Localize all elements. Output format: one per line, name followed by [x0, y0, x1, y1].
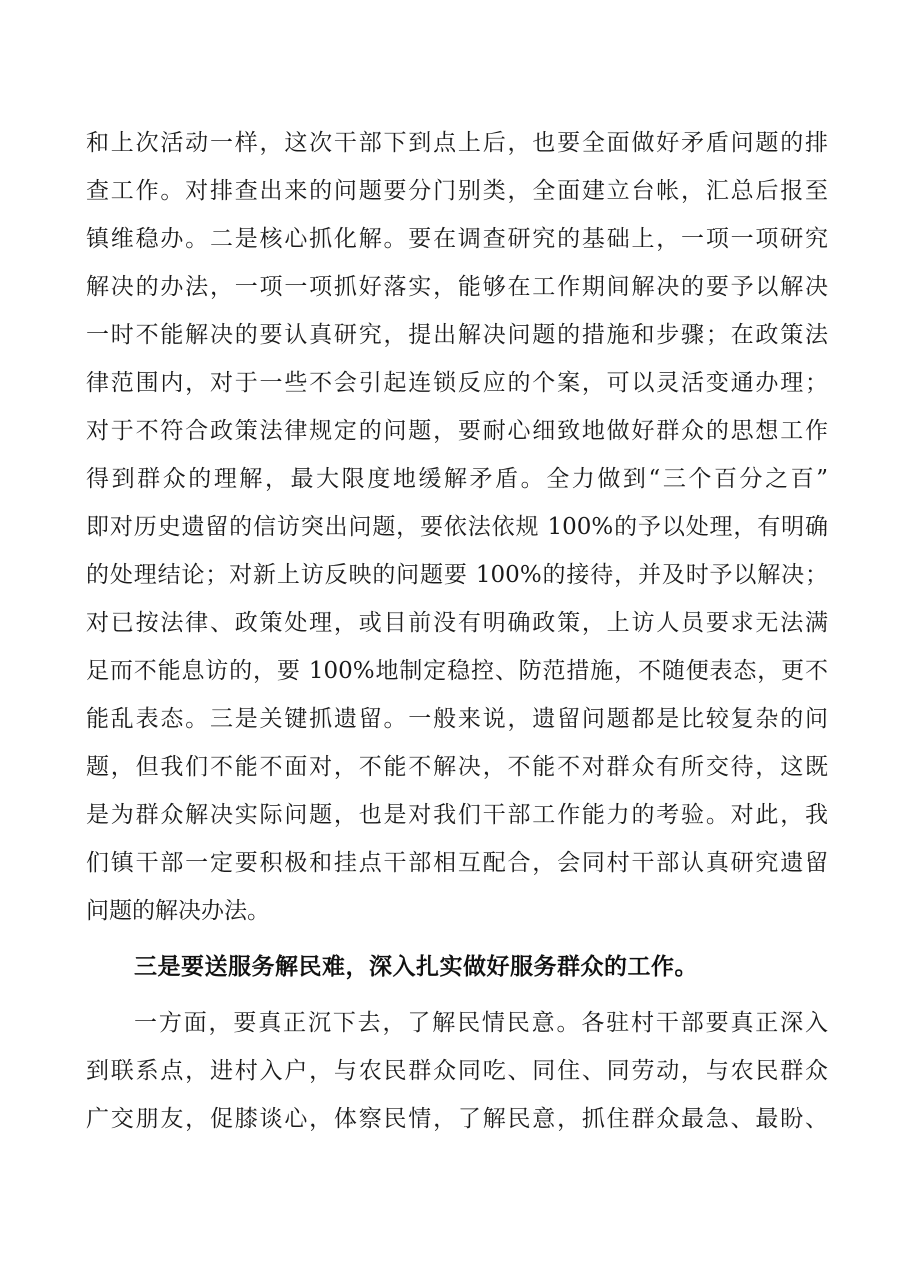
- text-line: 广交朋友，促膝谈心，体察民情，了解民意，抓住群众最急、最盼、: [86, 1106, 828, 1132]
- text-line: 足而不能息访的，要 100%地制定稳控、防范措施，不随便表态，更不: [86, 658, 828, 684]
- text-line: 对已按法律、政策处理，或目前没有明确政策，上访人员要求无法满: [86, 610, 828, 636]
- text-line: 到联系点，进村入户，与农民群众同吃、同住、同劳动，与农民群众: [86, 1058, 828, 1084]
- text-line: 能乱表态。三是关键抓遗留。一般来说，遗留问题都是比较复杂的问: [86, 706, 828, 732]
- section-heading: 三是要送服务解民难，深入扎实做好服务群众的工作。: [134, 954, 698, 980]
- text-line: 问题的解决办法。: [86, 898, 270, 924]
- text-line: 律范围内，对于一些不会引起连锁反应的个案，可以灵活变通办理；: [86, 370, 828, 396]
- text-line: 的处理结论；对新上访反映的问题要 100%的接待，并及时予以解决；: [86, 562, 828, 588]
- text-line: 一方面，要真正沉下去，了解民情民意。各驻村干部要真正深入: [134, 1010, 828, 1036]
- text-line: 查工作。对排查出来的问题要分门别类，全面建立台帐，汇总后报至: [86, 178, 828, 204]
- text-line: 解决的办法，一项一项抓好落实，能够在工作期间解决的要予以解决: [86, 274, 828, 300]
- text-line: 题，但我们不能不面对，不能不解决，不能不对群众有所交待，这既: [86, 754, 828, 780]
- text-line: 是为群众解决实际问题，也是对我们干部工作能力的考验。对此，我: [86, 802, 828, 828]
- text-line: 得到群众的理解，最大限度地缓解矛盾。全力做到“三个百分之百”: [86, 466, 828, 492]
- text-line: 和上次活动一样，这次干部下到点上后，也要全面做好矛盾问题的排: [86, 130, 828, 156]
- text-line: 即对历史遗留的信访突出问题，要依法依规 100%的予以处理，有明确: [86, 514, 828, 540]
- text-line: 一时不能解决的要认真研究，提出解决问题的措施和步骤；在政策法: [86, 322, 828, 348]
- text-line: 对于不符合政策法律规定的问题，要耐心细致地做好群众的思想工作: [86, 418, 828, 444]
- text-line: 镇维稳办。二是核心抓化解。要在调查研究的基础上，一项一项研究: [86, 226, 828, 252]
- text-line: 们镇干部一定要积极和挂点干部相互配合，会同村干部认真研究遗留: [86, 850, 828, 876]
